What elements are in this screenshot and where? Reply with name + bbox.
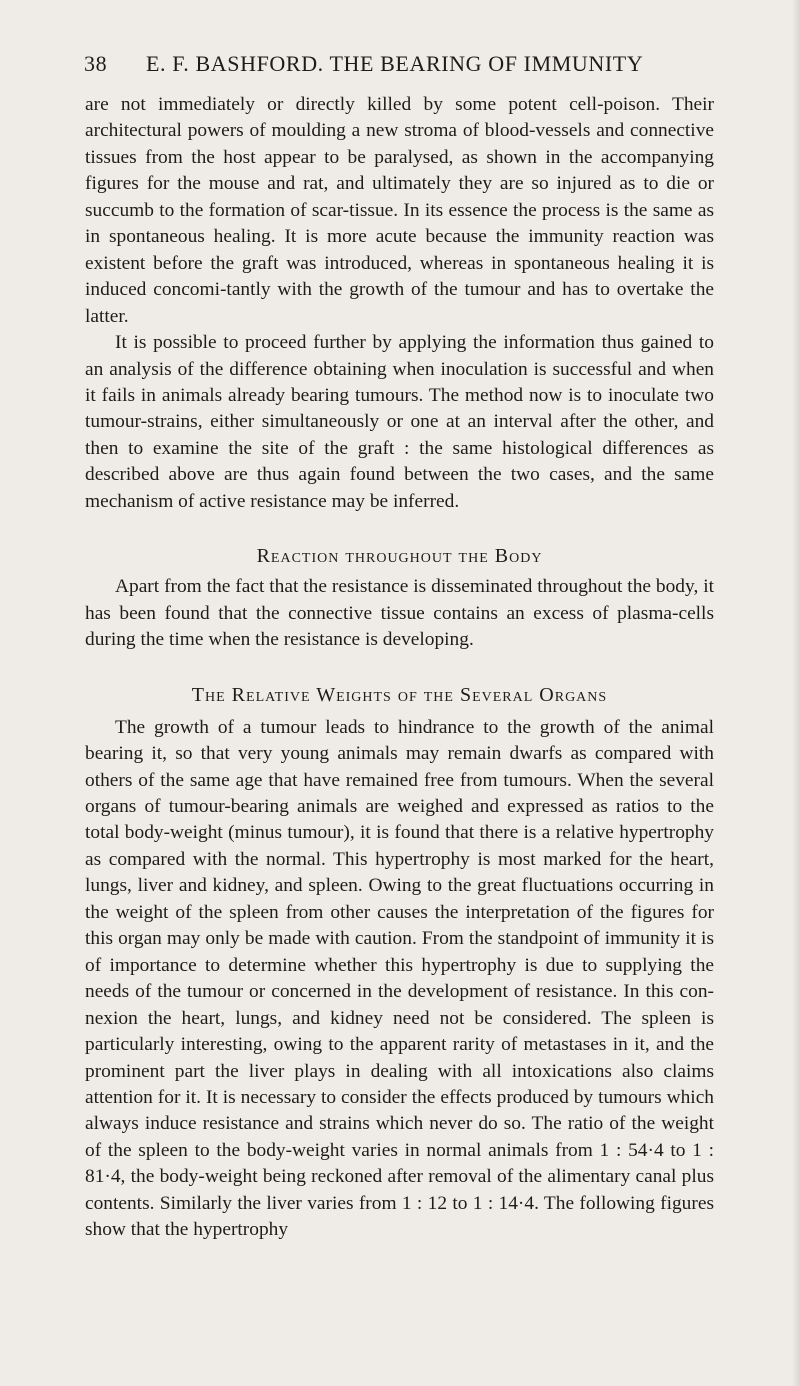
- section-heading: The Relative Weights of the Several Organs: [191, 683, 608, 706]
- body-text: [85, 92, 714, 1244]
- paragraph: Apart from the fact that the resistance is disseminated throughout the body, it has been found that the connective tissue contains an excess of plasma-cells during the time when the resistance is developing.: [85, 576, 714, 651]
- paragraph: are not immediately or directly killed by some potent cell-poison. Their architectural powers of moulding a new stroma of blood-vessels and connective tissues from the host appear to be paralysed, as shown in the accompanying figures for the mouse and rat, and ultimately they are so injured as to die or succumb to the formation of scar-tissue. In its essence the process is the same as in spontaneous healing. It is more acute because the immunity reaction was existent before the graft was introduced, whereas in spontaneous healing it is induced concomi-tantly with the growth of the tumour and has to overtake the latter.: [85, 94, 714, 327]
- running-title: E. F. BASHFORD. THE BEARING OF IMMUNITY: [146, 51, 644, 76]
- running-header: [84, 51, 714, 83]
- paragraph: It is possible to proceed further by applying the information thus gained to an analysis of the difference obtaining when inoculation is successful and when it fails in animals already bearing tumours. The method now is to inoculate two tumour-strains, either simultaneously or one at an interval after the other, and then to examine the site of the graft : the same histological differences as described above are thus again found between the two cases, and the same mechanism of active resistance may be inferred.: [85, 332, 714, 512]
- paragraph: The growth of a tumour leads to hindrance to the growth of the animal bearing it, so that very young animals may remain dwarfs as compared with others of the same age that have remained free from tumours. When the several organs of tumour-bearing animals are weighed and expressed as ratios to the total body-weight (minus tumour), it is found that there is a relative hypertrophy as compared with the normal. This hypertrophy is most marked for the heart, lungs, liver and kidney, and spleen. Owing to the great fluctuations occurring in the weight of the spleen from other causes the interpretation of the figures for this organ may only be made with caution. From the standpoint of immunity it is of importance to determine whether this hypertrophy is due to supplying the needs of the tumour or concerned in the development of resistance. In this con-nexion the heart, lungs, and kidney need not be considered. The spleen is particularly interesting, owing to the apparent rarity of metastases in it, and the prominent part the liver plays in dealing with all intoxications also claims attention for it. It is necessary to consider the effects produced by tumours which always induce resistance and strains which never do so. The ratio of the weight of the spleen to the body-weight varies in normal animals from 1 : 54·4 to 1 : 81·4, the body-weight being reckoned after removal of the alimentary canal plus contents. Similarly the liver varies from 1 : 12 to 1 : 14·4. The following figures show that the hypertrophy: [85, 716, 714, 1241]
- page-edge-shadow: [792, 0, 800, 1386]
- section-heading: Reaction throughout the Body: [256, 545, 543, 568]
- page-number: 38: [84, 51, 108, 76]
